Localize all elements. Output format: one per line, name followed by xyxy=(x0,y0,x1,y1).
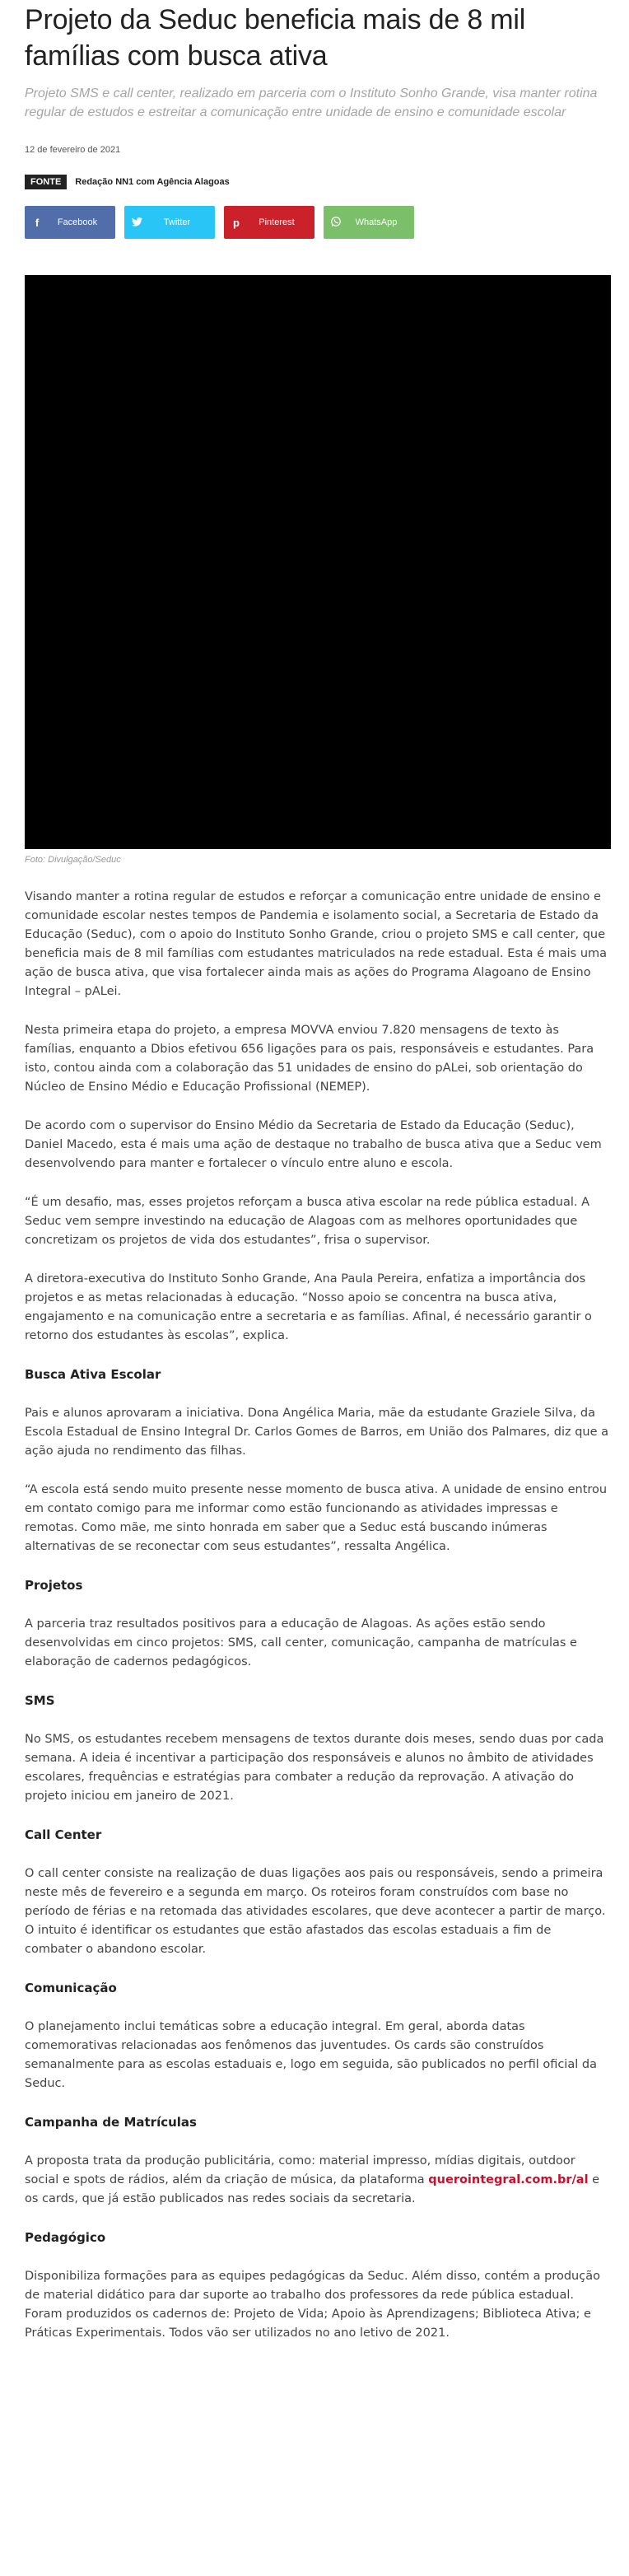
section-heading: Campanha de Matrículas xyxy=(25,2115,197,2130)
paragraph: O planejamento inclui temáticas sobre a educação integral. Em geral, aborda datas comemorativas relacionadas aos fenômenos das juventudes. Os cards são construídos semanalmente para as escolas estaduais e, logo em seguida, são publicados no perfil oficial da Seduc. xyxy=(25,2020,597,2090)
facebook-icon: f xyxy=(35,216,40,229)
share-whatsapp-button[interactable] xyxy=(324,206,414,239)
paragraph: Nesta primeira etapa do projeto, a empresa MOVVA enviou 7.820 mensagens de texto às famílias, enquanto a Dbios efetivou 656 ligações para os pais, responsáveis e estudantes. Para isto, contou ainda com a colaboração das 51 unidades de ensino do pALei, sob orientação do Núcleo de Ensino Médio e Educação Profissional (NEMEP). xyxy=(25,1024,594,1094)
share-whatsapp-label: WhatsApp xyxy=(355,217,398,227)
article xyxy=(25,0,611,2363)
paragraph: A parceria traz resultados positivos para a educação de Alagoas. As ações estão sendo desenvolvidas em cinco projetos: SMS, call center, comunicação, campanha de matrículas e elaboração de cadernos pedagógicos. xyxy=(25,1617,577,1668)
publish-date: 12 de fevereiro de 2021 xyxy=(25,145,121,155)
paragraph: Disponibiliza formações para as equipes pedagógicas da Seduc. Além disso, contém a produção de material didático para dar suporte ao trabalho dos professores da rede pública estadual. Foram produzidos os cadernos de: Projeto de Vida; Apoio às Aprendizagens; Biblioteca Ativa; e Práticas Experimentais. Todos vão ser utilizados no ano letivo de 2021. xyxy=(25,2270,600,2340)
share-twitter-button[interactable] xyxy=(124,206,215,239)
section-heading: SMS xyxy=(25,1693,55,1708)
paragraph-text: A proposta trata da produção publicitária, como: material impresso, mídias digitais, outdoor social e spots de rádios, além da criação de música, da plataforma xyxy=(25,2154,575,2186)
paragraph: “É um desafio, mas, esses projetos reforçam a busca ativa escolar na rede pública estadual. A Seduc vem sempre investindo na educação de Alagoas com as melhores oportunidades que concretizam os projetos de vida dos estudantes”, frisa o supervisor. xyxy=(25,1196,590,1247)
paragraph: Visando manter a rotina regular de estudos e reforçar a comunicação entre unidade de ensino e comunidade escolar nestes tempos de Pandemia e isolamento social, a Secretaria de Estado da Educação (Seduc), com o apoio do Instituto Sonho Grande, criou o projeto SMS e call center, que beneficia mais de 8 mil famílias com estudantes matriculados na rede estadual. Esta é mais uma ação de busca ativa, que visa fortalecer ainda mais as ações do Programa Alagoano de Ensino Integral – pALei. xyxy=(25,890,608,998)
querointegral-link[interactable]: querointegral.com.br/al xyxy=(428,2173,589,2186)
share-pinterest-button[interactable] xyxy=(224,206,314,239)
twitter-icon xyxy=(124,217,149,229)
article-subtitle: Projeto SMS e call center, realizado em parceria com o Instituto Sonho Grande, visa manter rotina regular de estudos e estreitar a comunicação entre unidade de ensino e comunidade escolar xyxy=(25,86,598,119)
article-body xyxy=(25,888,611,2343)
paragraph: De acordo com o supervisor do Ensino Médio da Secretaria de Estado da Educação (Seduc), Daniel Macedo, esta é mais uma ação de destaque no trabalho de busca ativa que a Seduc vem desenvolvendo para manter e fortalecer o vínculo entre aluno e escola. xyxy=(25,1119,602,1170)
source-tag: FONTE xyxy=(25,175,67,189)
paragraph: A diretora-executiva do Instituto Sonho Grande, Ana Paula Pereira, enfatiza a importância dos projetos e as metas relacionadas à educação. “Nosso apoio se concentra na busca ativa, engajamento e na comunicação entre a secretaria e as famílias. Afinal, é necessário garantir o retorno dos estudantes às escolas”, explica. xyxy=(25,1272,592,1342)
share-facebook-label: Facebook xyxy=(57,217,98,227)
share-facebook-button[interactable] xyxy=(25,206,115,239)
section-heading: Pedagógico xyxy=(25,2230,106,2245)
paragraph-text: e os cards, que já estão publicados nas redes sociais da secretaria. xyxy=(25,2173,600,2205)
paragraph: “A escola está sendo muito presente nesse momento de busca ativa. A unidade de ensino entrou em contato comigo para me informar como estão funcionando as atividades impressas e remotas. Como mãe, me sinto honrada em saber que a Seduc está buscando inúmeras alternativas de se reconectar com seus estudantes”, ressalta Angélica. xyxy=(25,1483,608,1553)
source-line xyxy=(25,175,611,189)
share-twitter-label: Twitter xyxy=(163,217,191,227)
section-heading: Busca Ativa Escolar xyxy=(25,1367,161,1382)
article-video[interactable] xyxy=(25,275,611,849)
share-pinterest-label: Pinterest xyxy=(259,217,295,227)
paragraph: O call center consiste na realização de duas ligações aos pais ou responsáveis, sendo a primeira neste mês de fevereiro e a segunda em março. Os roteiros foram construídos com base no período de férias e na retomada das atividades escolares, que deve acontecer a partir de março. O intuito é identificar os estudantes que estão afastados das escolas estaduais a fim de combater o abandono escolar. xyxy=(25,1867,606,1956)
paragraph: Pais e alunos aprovaram a iniciativa. Dona Angélica Maria, mãe da estudante Graziele Silva, da Escola Estadual de Ensino Integral Dr. Carlos Gomes de Barros, em União dos Palmares, diz que a ação ajuda no rendimento das filhas. xyxy=(25,1407,609,1458)
article-title: Projeto da Seduc beneficia mais de 8 mil famílias com busca ativa xyxy=(25,4,526,72)
section-heading: Call Center xyxy=(25,1827,102,1842)
media-caption: Foto: Divulgação/Seduc xyxy=(25,855,121,865)
section-heading: Comunicação xyxy=(25,1981,117,1995)
paragraph: No SMS, os estudantes recebem mensagens de textos durante dois meses, sendo duas por cada semana. A ideia é incentivar a participação dos responsáveis e alunos no âmbito de atividades escolares, frequências e estratégias para combater a redução da reprovação. A ativação do projeto iniciou em janeiro de 2021. xyxy=(25,1733,604,1803)
source-value: Redação NN1 com Agência Alagoas xyxy=(75,177,230,187)
share-bar xyxy=(25,206,611,239)
paragraph xyxy=(25,2152,611,2209)
pinterest-icon: p xyxy=(233,216,240,229)
whatsapp-icon xyxy=(324,216,348,230)
section-heading: Projetos xyxy=(25,1578,83,1593)
